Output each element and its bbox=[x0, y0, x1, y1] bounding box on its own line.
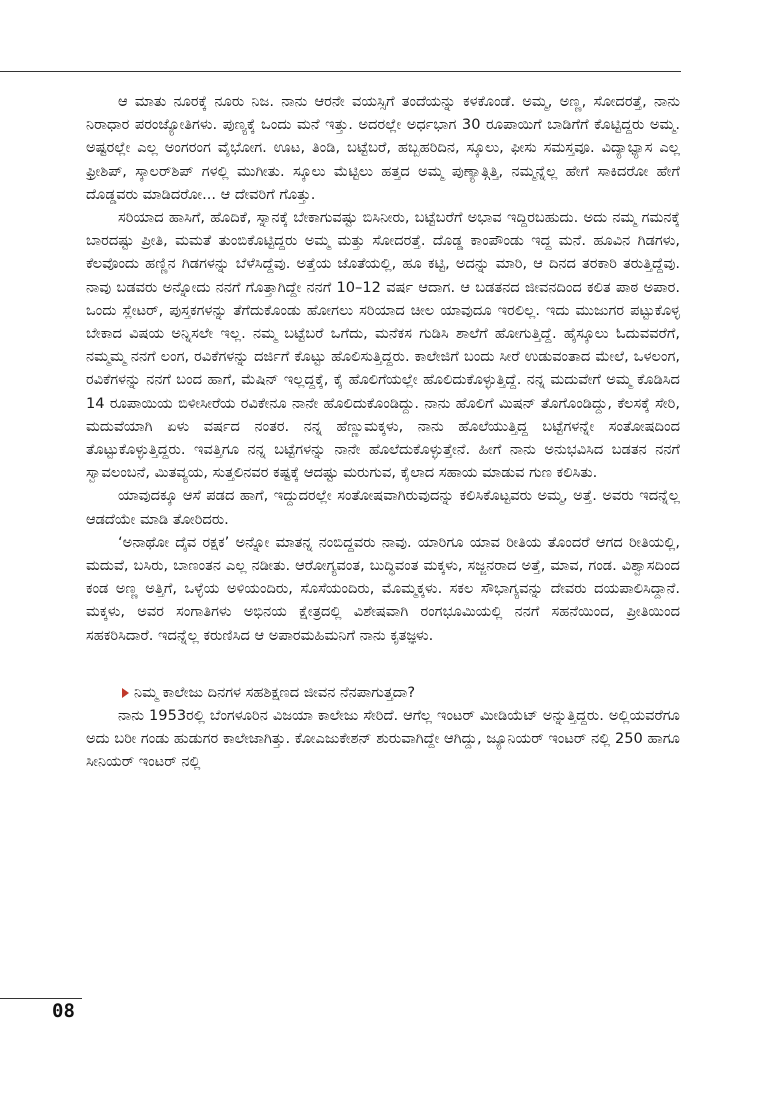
article-body bbox=[86, 90, 680, 774]
header-rule bbox=[0, 71, 681, 72]
question-text: ನಿಮ್ಮ ಕಾಲೇಜು ದಿನಗಳ ಸಹಶಿಕ್ಷಣದ ಜೀವನ ನೆನಪಾಗುತ್ತದಾ? bbox=[134, 683, 416, 701]
footer-rule bbox=[0, 998, 82, 999]
section-spacer bbox=[86, 647, 680, 681]
paragraph-gratitude: ‘ಅನಾಥೋ ದೈವ ರಕ್ಷಕ’ ಅನ್ನೋ ಮಾತನ್ನ ನಂಬಿದ್ದವರು ನಾವು. ಯಾರಿಗೂ ಯಾವ ರೀತಿಯ ತೊಂದರೆ ಆಗದ ರೀತಿಯಲ್ಲಿ, ಮದುವೆ, ಬಸಿರು, ಬಾಣಂತನ ಎಲ್ಲ ನಡೀತು. ಆರೋಗ್ಯವಂತ, ಬುದ್ಧಿವಂತ ಮಕ್ಕಳು, ಸಜ್ಜನರಾದ ಅತ್ತೆ, ಮಾವ, ಗಂಡ. ವಿಶ್ವಾಸದಿಂದ ಕಂಡ ಅಣ್ಣ ಅತ್ತಿಗೆ, ಒಳ್ಳೆಯ ಅಳಿಯಂದಿರು, ಸೊಸೆಯಂದಿರು, ಮೊಮ್ಮಕ್ಕಳು. ಸಕಲ ಸೌಭಾಗ್ಯವನ್ನು ದೇವರು ದಯಪಾಲಿಸಿದ್ದಾನೆ. ಮಕ್ಕಳು, ಅವರ ಸಂಗಾತಿಗಳು ಅಭಿನಯ ಕ್ಷೇತ್ರದಲ್ಲಿ ವಿಶೇಷವಾಗಿ ರಂಗಭೂಮಿಯಲ್ಲಿ ನನಗೆ ಸಹನೆಯಿಂದ, ಪ್ರೀತಿಯಿಂದ ಸಹಕರಿಸಿದಾರೆ. ಇದನ್ನೆಲ್ಲ ಕರುಣಿಸಿದ ಆ ಅಪಾರಮಹಿಮನಿಗೆ ನಾನು ಕೃತಜ್ಞಳು. bbox=[86, 533, 680, 644]
triangle-bullet-icon bbox=[122, 688, 129, 698]
paragraph-childhood: ಆ ಮಾತು ನೂರಕ್ಕೆ ನೂರು ನಿಜ. ನಾನು ಆರನೇ ವಯಸ್ಸಿಗೆ ತಂದೆಯನ್ನು ಕಳಕೊಂಡೆ. ಅಮ್ಮ, ಅಣ್ಣ, ಸೋದರತ್ತೆ, ನಾನು ನಿರಾಧಾರ ಪರಂಜ್ಯೋತಿಗಳು. ಪುಣ್ಯಕ್ಕೆ ಒಂದು ಮನೆ ಇತ್ತು. ಅದರಲ್ಲೇ ಅರ್ಧಭಾಗ 30 ರೂಪಾಯಿಗೆ ಬಾಡಿಗೆಗೆ ಕೊಟ್ಟಿದ್ದರು ಅಮ್ಮ. ಅಷ್ಟರಲ್ಲೇ ಎಲ್ಲ ಅಂಗರಂಗ ವೈಭೋಗ. ಊಟ, ತಿಂಡಿ, ಬಟ್ಟೆಬರೆ, ಹಬ್ಬಹರಿದಿನ, ಸ್ಕೂಲು, ಫೀಸು ಸಮಸ್ತವೂ. ವಿದ್ಯಾಭ್ಯಾಸ ಎಲ್ಲ ಫ್ರೀಶಿಪ್, ಸ್ಕಾಲರ್‌ಶಿಪ್ ಗಳಲ್ಲಿ ಮುಗೀತು. ಸ್ಕೂಲು ಮೆಟ್ಟಿಲು ಹತ್ತದ ಅಮ್ಮ ಪುಣ್ಯಾತ್ಗಿತ್ತಿ, ನಮ್ಮನ್ನೆಲ್ಲ ಹೇಗೆ ಸಾಕಿದರೋ ಹೇಗೆ ದೊಡ್ಡವರು ಮಾಡಿದರೋ... ಆ ದೇವರಿಗೆ ಗೊತ್ತು. bbox=[86, 93, 680, 203]
page-number: 08 bbox=[52, 1000, 75, 1022]
paragraph-college-answer: ನಾನು 1953ರಲ್ಲಿ ಬೆಂಗಳೂರಿನ ವಿಜಯಾ ಕಾಲೇಜು ಸೇರಿದೆ. ಆಗೆಲ್ಲ ಇಂಟರ್ ಮೀಡಿಯೆಟ್ ಅನ್ನುತ್ತಿದ್ದರು. ಅಲ್ಲಿಯವರೆಗೂ ಅದು ಬರೀ ಗಂಡು ಹುಡುಗರ ಕಾಲೇಜಾಗಿತ್ತು. ಕೋಎಜುಕೇಶನ್ ಶುರುವಾಗಿದ್ದೇ ಆಗಿದ್ದು, ಜ್ಯೂನಿಯರ್ ಇಂಟರ್ ನಲ್ಲಿ 250 ಹಾಗೂ ಸೀನಿಯರ್ ಇಂಟರ್ ನಲ್ಲಿ bbox=[86, 707, 680, 771]
paragraph-poverty-lessons: ಸರಿಯಾದ ಹಾಸಿಗೆ, ಹೊದಿಕೆ, ಸ್ನಾನಕ್ಕೆ ಬೇಕಾಗುವಷ್ಟು ಬಿಸಿನೀರು, ಬಟ್ಟೆಬರೆಗೆ ಅಭಾವ ಇದ್ದಿರಬಹುದು. ಅದು ನಮ್ಮ ಗಮನಕ್ಕೆ ಬಾರದಷ್ಟು ಪ್ರೀತಿ, ಮಮತೆ ತುಂಬಿಕೊಟ್ಟಿದ್ದರು ಅಮ್ಮ ಮತ್ತು ಸೋದರತ್ತೆ. ದೊಡ್ಡ ಕಾಂಪೌಂಡು ಇದ್ದ ಮನೆ. ಹೂವಿನ ಗಿಡಗಳು, ಕೆಲವೊಂದು ಹಣ್ಣಿನ ಗಿಡಗಳನ್ನು ಬೆಳೆಸಿದ್ದೆವು. ಅತ್ತೆಯ ಜೊತೆಯಲ್ಲಿ, ಹೂ ಕಟ್ಟಿ, ಅದನ್ನು ಮಾರಿ, ಆ ದಿನದ ತರಕಾರಿ ತರುತ್ತಿದ್ದೆವು. ನಾವು ಬಡವರು ಅನ್ನೋದು ನನಗೆ ಗೊತ್ತಾಗಿದ್ದೇ ನನಗೆ 10–12 ವರ್ಷ ಆದಾಗ. ಆ ಬಡತನದ ಜೀವನದಿಂದ ಕಲಿತ ಪಾಠ ಅಪಾರ. ಒಂದು ಸ್ಲೇಟರ್, ಪುಸ್ತಕಗಳನ್ನು ತೆಗೆದುಕೊಂಡು ಹೋಗಲು ಸರಿಯಾದ ಚೀಲ ಯಾವುದೂ ಇರಲಿಲ್ಲ. ಇದು ಮುಜುಗರ ಪಟ್ಟುಕೊಳ್ಳ ಬೇಕಾದ ವಿಷಯ ಅನ್ನಿಸಲೇ ಇಲ್ಲ. ನಮ್ಮ ಬಟ್ಟೆಬರೆ ಒಗೆದು, ಮನೆಕಸ ಗುಡಿಸಿ ಶಾಲೆಗೆ ಹೋಗುತ್ತಿದ್ದೆ. ಹೈಸ್ಕೂಲು ಓದುವವರೆಗೆ, ನಮ್ಮಮ್ಮ ನನಗೆ ಲಂಗ, ರವಿಕೆಗಳನ್ನು ದರ್ಜಿಗೆ ಕೊಟ್ಟು ಹೊಲಿಸುತ್ತಿದ್ದರು. ಕಾಲೇಜಿಗೆ ಬಂದು ಸೀರೆ ಉಡುವಂತಾದ ಮೇಲೆ, ಒಳಲಂಗ, ರವಿಕೆಗಳನ್ನು ನನಗೆ ಬಂದ ಹಾಗೆ, ಮೆಷಿನ್ ಇಲ್ಲದ್ದಕ್ಕೆ, ಕೈ ಹೊಲಿಗೆಯಲ್ಲೇ ಹೊಲಿದುಕೊಳ್ಳುತ್ತಿದ್ದೆ. ನನ್ನ ಮದುವೇಗೆ ಅಮ್ಮ ಕೊಡಿಸಿದ 14 ರೂಪಾಯಿಯ ಬಿಳೀಸೀರೆಯ ರವಿಕೇನೂ ನಾನೇ ಹೊಲಿದುಕೊಂಡಿದ್ದು. ನಾನು ಹೊಲಿಗೆ ಮಿಷನ್ ತೊಗೊಂಡಿದ್ದು, ಕೆಲಸಕ್ಕೆ ಸೇರಿ, ಮದುವೆಯಾಗಿ ಏಳು ವರ್ಷದ ನಂತರ. ನನ್ನ ಹೆಣ್ಣುಮಕ್ಕಳು, ನಾನು ಹೊಲೆಯುತ್ತಿದ್ದ ಬಟ್ಟೆಗಳನ್ನೇ ಸಂತೋಷದಿಂದ ತೊಟ್ಟುಕೊಳ್ಳುತ್ತಿದ್ದರು. ಇವತ್ತಿಗೂ ನನ್ನ ಬಟ್ಟೆಗಳನ್ನು ನಾನೇ ಹೊಲೆದುಕೊಳ್ಳುತ್ತೇನೆ. ಹೀಗೆ ನಾನು ಅನುಭವಿಸಿದ ಬಡತನ ನನಗೆ ಸ್ವಾವಲಂಬನೆ, ಮಿತವ್ಯಯ, ಸುತ್ತಲಿನವರ ಕಷ್ಟಕ್ಕೆ ಆದಷ್ಟು ಮರುಗುವ, ಕೈಲಾದ ಸಹಾಯ ಮಾಡುವ ಗುಣ ಕಲಿಸಿತು. bbox=[86, 209, 680, 482]
paragraph-contentment: ಯಾವುದಕ್ಕೂ ಆಸೆ ಪಡದ ಹಾಗೆ, ಇದ್ದುದರಲ್ಲೇ ಸಂತೋಷವಾಗಿರುವುದನ್ನು ಕಲಿಸಿಕೊಟ್ಟವರು ಅಮ್ಮ, ಅತ್ತೆ. ಅವರು ಇದನ್ನೆಲ್ಲ ಆಡದೆಯೇ ಮಾಡಿ ತೋರಿದರು. bbox=[86, 487, 680, 528]
interview-question bbox=[86, 681, 680, 704]
